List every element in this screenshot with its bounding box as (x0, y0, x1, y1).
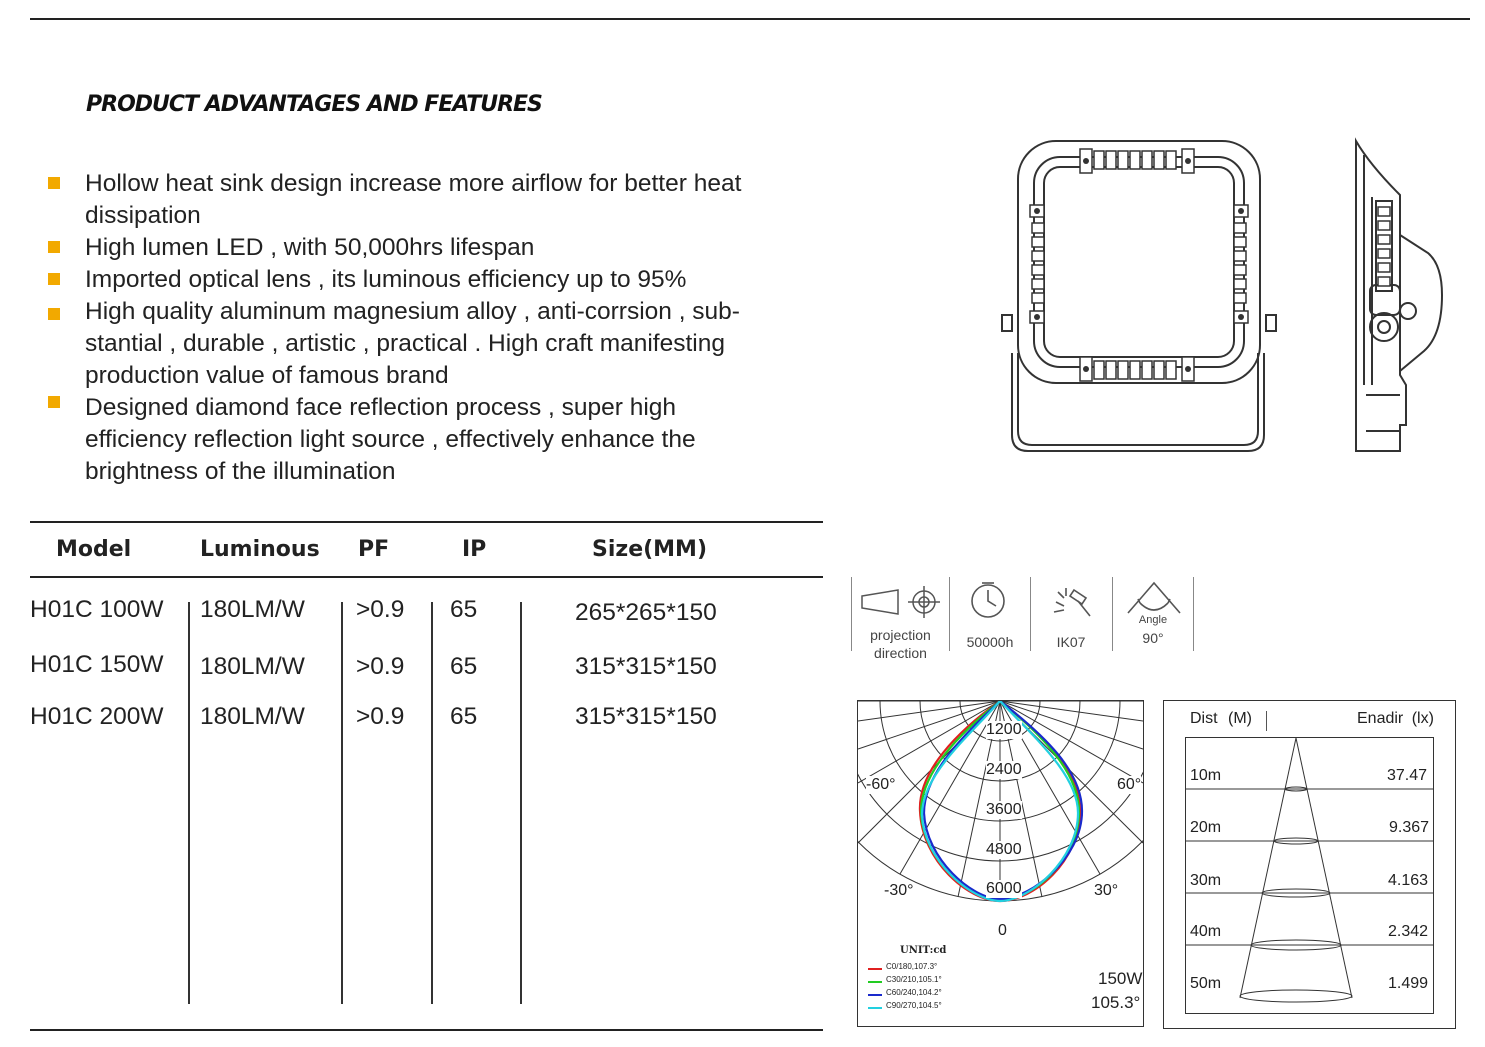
feature-line: Imported optical lens , its luminous efficiency up to 95% (85, 266, 687, 293)
beam-angle-value: 90° (1142, 630, 1164, 646)
polar-angle-label: 30° (1094, 882, 1119, 899)
polar-angle-label: -30° (884, 882, 914, 899)
cell-model: H01C 200W (30, 703, 164, 730)
legend-swatch (868, 1007, 882, 1009)
feature-item (48, 168, 838, 232)
cell-luminous: 180LM/W (200, 596, 305, 623)
projection-direction-icon (858, 584, 944, 620)
bullet-square-icon (48, 308, 60, 320)
cell-size: 265*265*150 (575, 599, 717, 626)
projection-direction-label: projection direction (870, 627, 931, 661)
feature-line: Designed diamond face reflection process , super high (85, 394, 677, 421)
column-divider (520, 602, 522, 1004)
section-title: PRODUCT ADVANTAGES AND FEATURES (86, 92, 542, 117)
feature-line: High quality aluminum magnesium alloy , anti-corrsion , sub- (85, 298, 740, 325)
feature-item (48, 264, 838, 296)
column-divider (188, 602, 190, 1004)
dist-value: 50m (1190, 975, 1222, 992)
cell-pf: >0.9 (356, 653, 405, 680)
column-divider (431, 602, 433, 1004)
legend-swatch (868, 994, 882, 996)
polar-angle-label: 0 (998, 922, 1007, 939)
legend-swatch (868, 981, 882, 983)
col-header-ip: IP (462, 537, 487, 562)
polar-ring-label: 3600 (986, 801, 1022, 818)
column-divider (341, 602, 343, 1004)
beam-angle-icon (1126, 577, 1182, 617)
clock-icon (968, 581, 1008, 621)
feature-line: Hollow heat sink design increase more airflow for better heat (85, 170, 742, 197)
cell-size: 315*315*150 (575, 703, 717, 730)
bullet-square-icon (48, 177, 60, 189)
top-rule (30, 18, 1470, 20)
lifespan-label: 50000h (966, 634, 1014, 650)
legend-label: C0/180,107.3° (886, 962, 938, 971)
col-header-size: Size(MM) (592, 537, 708, 562)
header-divider (1266, 711, 1267, 731)
lux-value: 2.342 (1388, 923, 1429, 940)
polar-beam-angle: 105.3° (1091, 993, 1141, 1012)
cell-model: H01C 150W (30, 651, 164, 678)
table-bottom-rule (30, 1029, 823, 1031)
feature-item (48, 296, 838, 392)
table-header-rule (30, 576, 823, 578)
legend-swatch (868, 968, 882, 970)
dist-header: Dist (M) (1190, 710, 1252, 727)
feature-line: efficiency reflection light source , effectively enhance the (85, 426, 696, 453)
bullet-square-icon (48, 241, 60, 253)
lux-header: Enadir (lx) (1357, 710, 1434, 727)
col-header-luminous: Luminous (200, 537, 320, 562)
polar-ring-label: 1200 (986, 721, 1022, 738)
polar-angle-label: -60° (866, 776, 896, 793)
legend-label: C30/210,105.1° (886, 975, 942, 984)
features-list (48, 168, 838, 488)
legend-label: C60/240,104.2° (886, 988, 942, 997)
cell-luminous: 180LM/W (200, 653, 305, 680)
feature-item (48, 392, 838, 488)
lux-value: 37.47 (1387, 767, 1428, 784)
dist-value: 40m (1190, 923, 1222, 940)
cell-pf: >0.9 (356, 703, 405, 730)
polar-ring-label: 6000 (986, 880, 1022, 897)
feature-line: stantial , durable , artistic , practical . High craft manifesting (85, 330, 725, 357)
bullet-square-icon (48, 273, 60, 285)
legend-label: C90/270,104.5° (886, 1001, 942, 1010)
feature-line: brightness of the illumination (85, 458, 396, 485)
polar-ring-label: 2400 (986, 761, 1022, 778)
product-front-view-drawing (998, 135, 1280, 455)
cell-ip: 65 (450, 653, 478, 680)
cell-ip: 65 (450, 703, 478, 730)
polar-power: 150W (1098, 969, 1143, 988)
dist-value: 20m (1190, 819, 1222, 836)
bullet-square-icon (48, 396, 60, 408)
feature-line: dissipation (85, 202, 201, 229)
feature-line: production value of famous brand (85, 362, 449, 389)
cell-pf: >0.9 (356, 596, 405, 623)
lux-value: 9.367 (1389, 819, 1430, 836)
feature-line: High lumen LED , with 50,000hrs lifespan (85, 234, 535, 261)
col-header-pf: PF (358, 537, 390, 562)
dist-value: 10m (1190, 767, 1222, 784)
lux-value: 1.499 (1388, 975, 1429, 992)
polar-ring-label: 4800 (986, 841, 1022, 858)
polar-angle-label: 60° (1117, 776, 1142, 793)
polar-unit-label: UNIT:cd (900, 945, 947, 956)
cell-luminous: 180LM/W (200, 703, 305, 730)
impact-hammer-icon (1052, 584, 1092, 620)
ik-rating-label: IK07 (1056, 634, 1086, 650)
cell-model: H01C 100W (30, 596, 164, 623)
lux-value: 4.163 (1388, 872, 1429, 889)
cell-ip: 65 (450, 596, 478, 623)
cell-size: 315*315*150 (575, 653, 717, 680)
icon-divider (1193, 577, 1194, 651)
product-side-view-drawing (1350, 135, 1450, 455)
feature-item (48, 232, 838, 264)
col-header-model: Model (56, 537, 132, 562)
table-top-rule (30, 521, 823, 523)
beam-angle-caption: Angle (1138, 614, 1168, 626)
dist-value: 30m (1190, 872, 1222, 889)
